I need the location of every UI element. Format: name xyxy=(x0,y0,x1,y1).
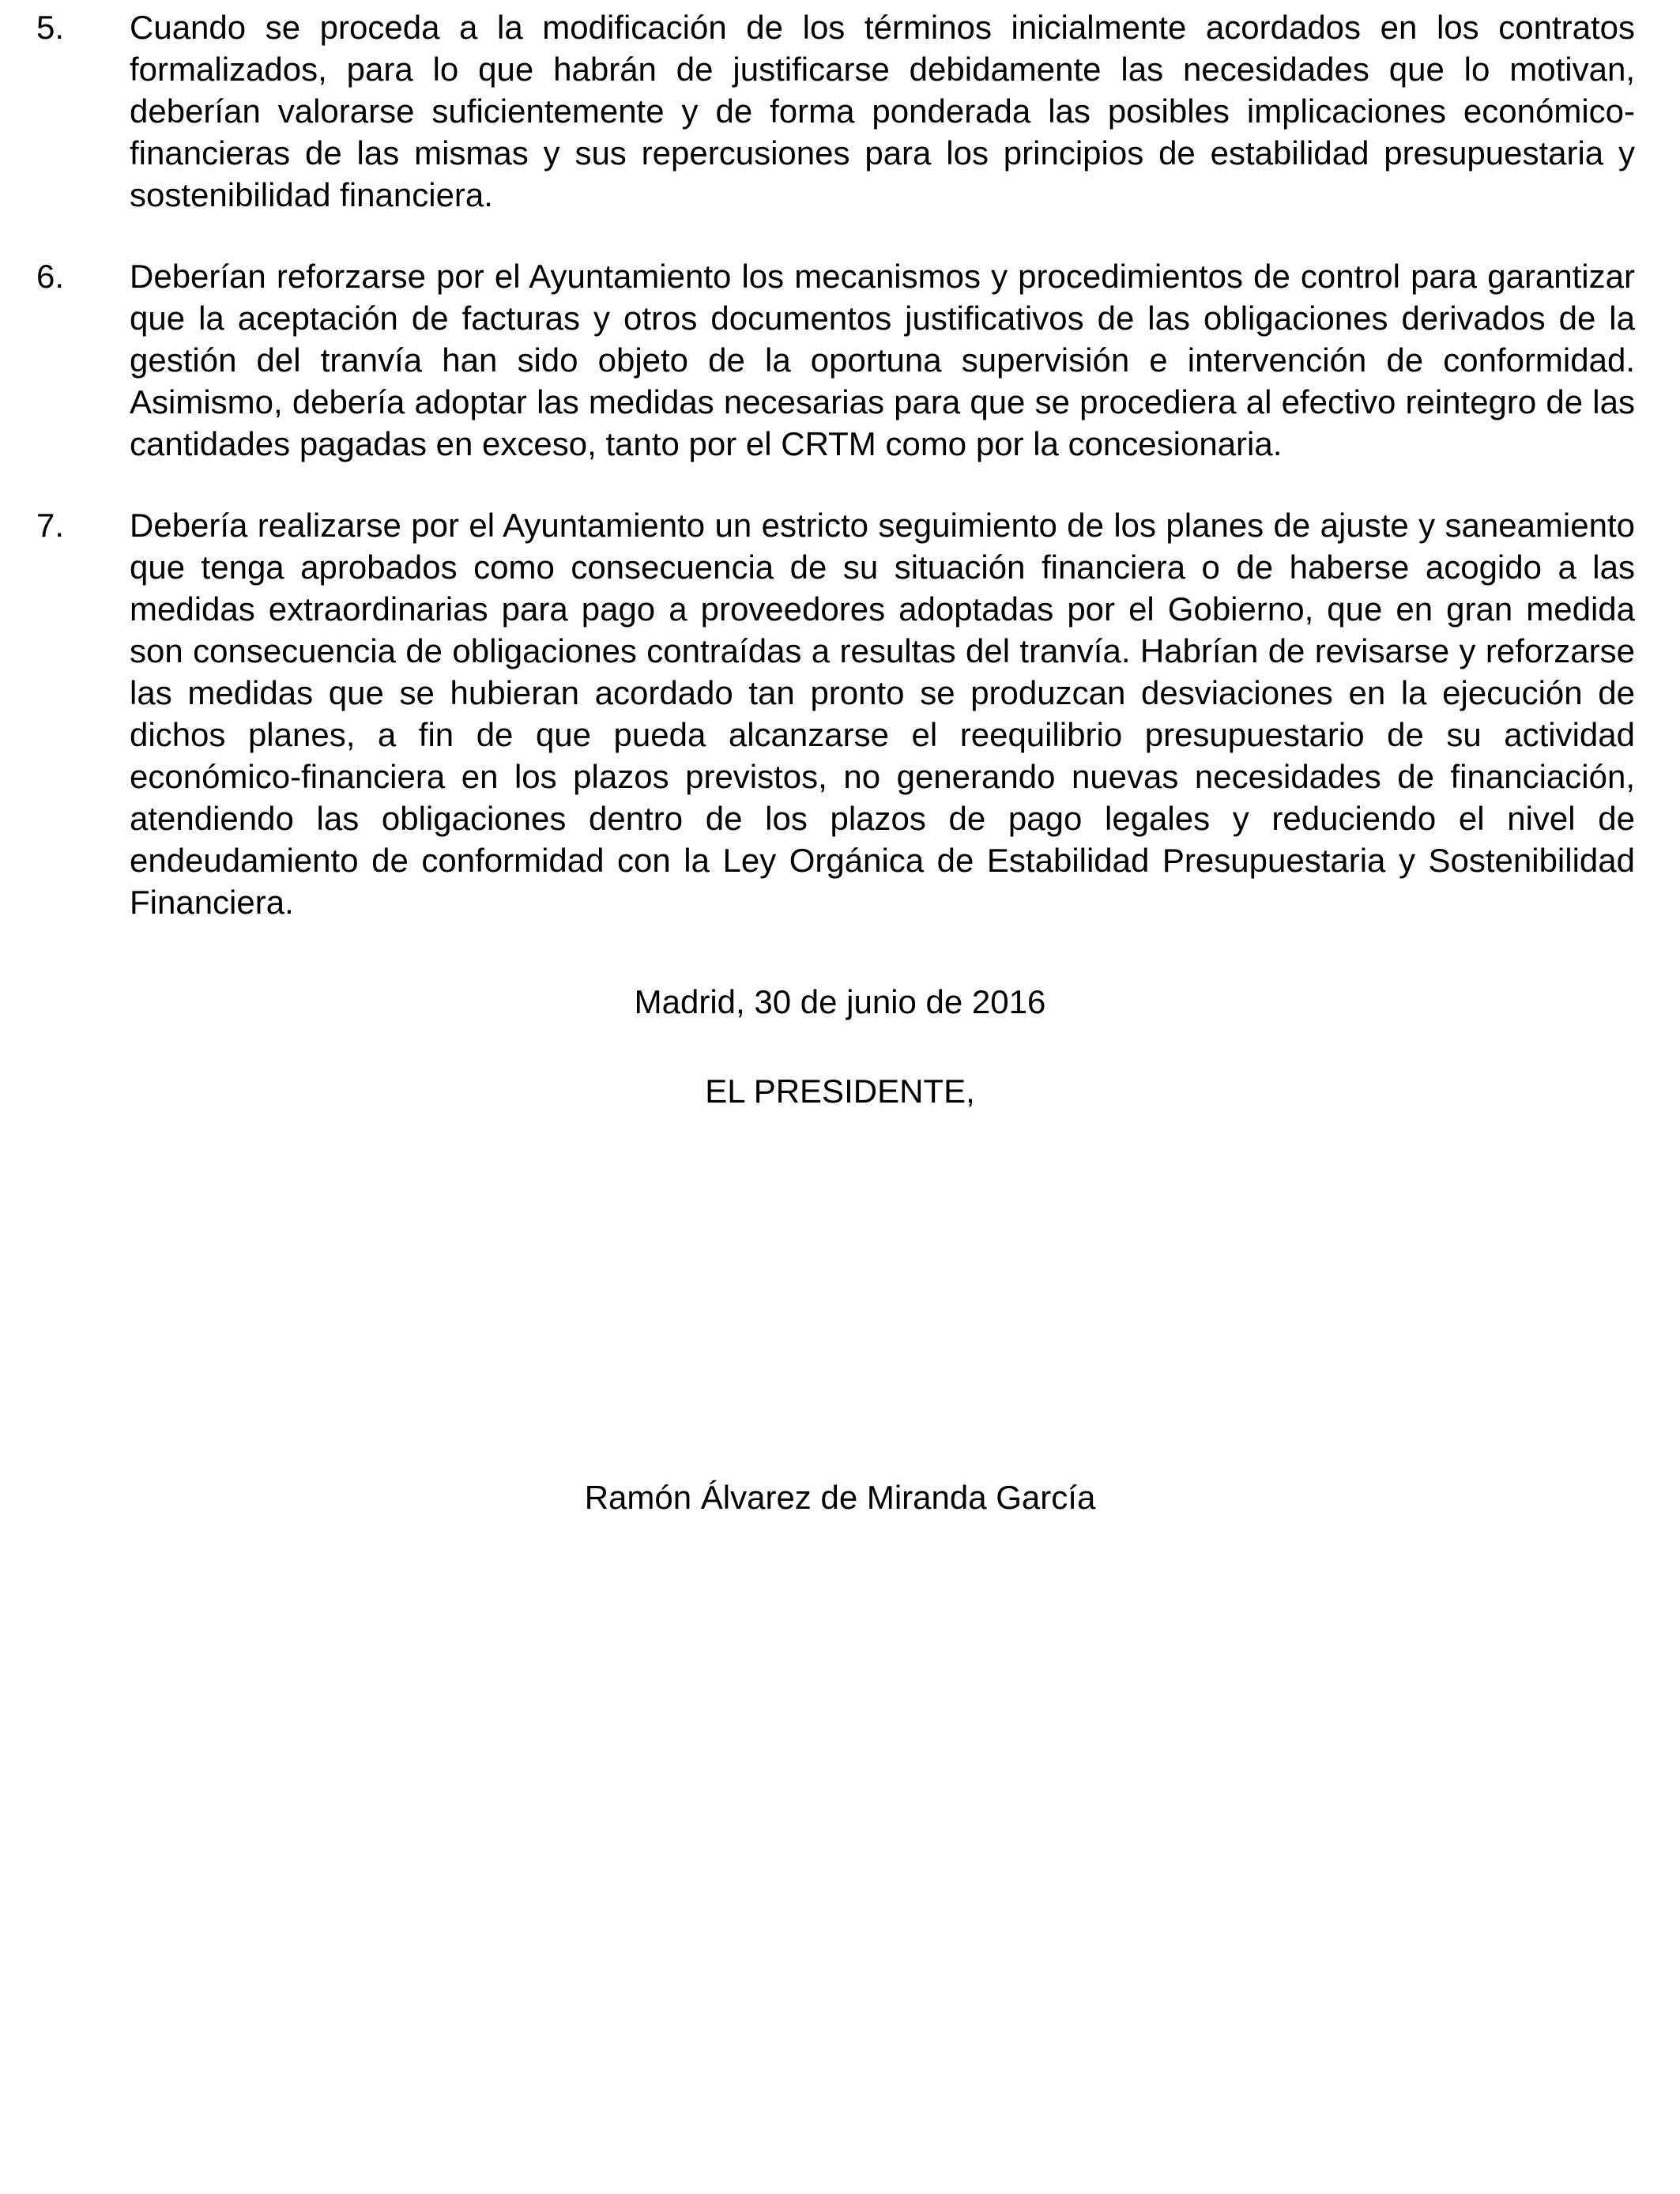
item-text: Debería realizarse por el Ayuntamiento un estricto seguimiento de los planes de ajuste y saneamiento que tenga aprobados como consecuencia de su situación financiera o de haberse acogido a las medidas extraordinarias para pago a proveedores adoptadas por el Gobierno, que en gran medida son consecuencia de obligaciones contraídas a resultas del tranvía. Habrían de revisarse y reforzarse las medidas que se hubieran acordado tan pronto se produzcan desviaciones en la ejecución de dichos planes, a fin de que pueda alcanzarse el reequilibrio presupuestario de su actividad económico-financiera en los plazos previstos, no generando nuevas necesidades de financiación, atendiendo las obligaciones dentro de los plazos de pago legales y reduciendo el nivel de endeudamiento de conformidad con la Ley Orgánica de Estabilidad Presupuestaria y Sostenibilidad Financiera. xyxy=(130,507,1635,921)
list-item xyxy=(36,6,1635,216)
list-item xyxy=(36,504,1635,923)
item-number: 7. xyxy=(36,507,65,544)
recommendation-list xyxy=(36,6,1635,963)
place-and-date: Madrid, 30 de junio de 2016 xyxy=(634,983,1046,1020)
item-text: Deberían reforzarse por el Ayuntamiento los mecanismos y procedimientos de control para garantizar que la aceptación de facturas y otros documentos justificativos de las obligaciones derivados de la gestión del tranvía han sido objeto de la oportuna supervisión e intervención de conformidad. Asimismo, debería adoptar las medidas necesarias para que se procediera al efectivo reintegro de las cantidades pagadas en exceso, tanto por el CRTM como por la concesionaria. xyxy=(130,258,1635,462)
signer-title: EL PRESIDENTE, xyxy=(705,1072,975,1110)
item-number: 5. xyxy=(36,9,65,46)
signer-name: Ramón Álvarez de Miranda García xyxy=(584,1479,1096,1516)
item-text: Cuando se proceda a la modificación de los términos inicialmente acordados en los contratos formalizados, para lo que habrán de justificarse debidamente las necesidades que lo motivan, deberían valorarse suficientemente y de forma ponderada las posibles implicaciones económico-financieras de las mismas y sus repercusiones para los principios de estabilidad presupuestaria y sostenibilidad financiera. xyxy=(130,9,1635,213)
item-number: 6. xyxy=(36,258,65,295)
list-item xyxy=(36,255,1635,465)
